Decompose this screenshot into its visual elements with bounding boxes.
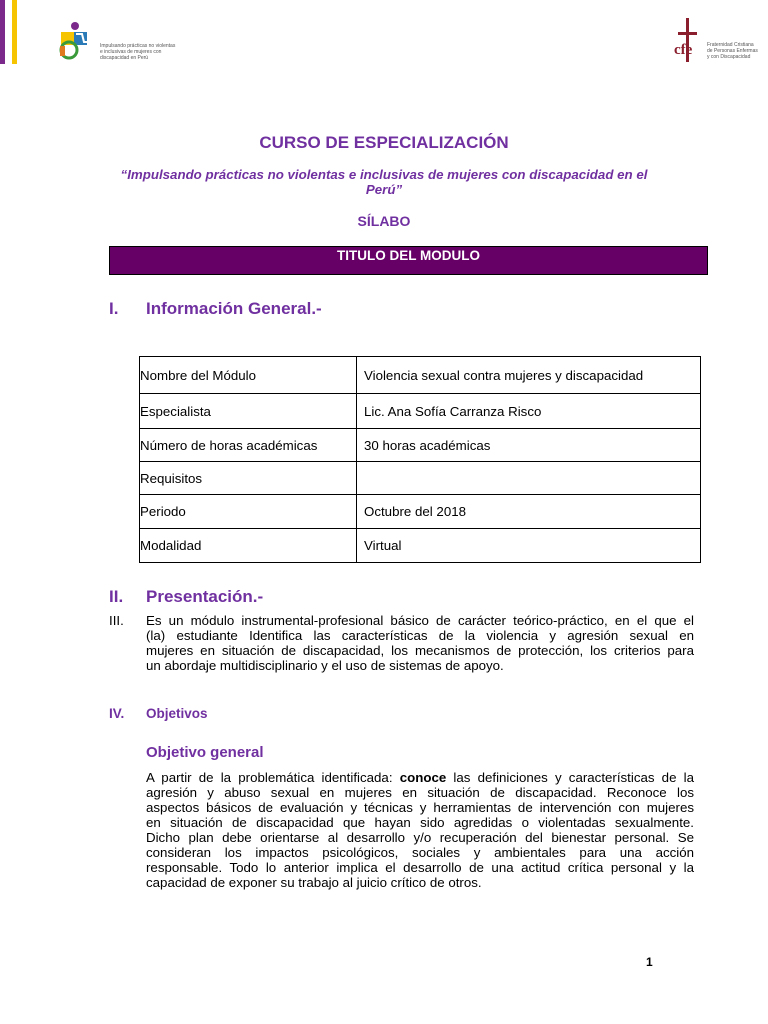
silabo-title: SÍLABO — [357, 213, 411, 229]
fraternidad-logo-mark: cfe — [674, 42, 693, 58]
presentation-paragraph — [146, 613, 694, 673]
table-value: Violencia sexual contra mujeres y discapacidad — [357, 357, 701, 394]
fraternidad-logo-text: Fraternidad Cristiana de Personas Enfermas y con Discapacidad — [707, 42, 758, 60]
table-row — [140, 429, 701, 462]
left-stripe-yellow — [12, 0, 17, 64]
table-label: Modalidad — [140, 529, 357, 563]
table-value: Octubre del 2018 — [357, 495, 701, 529]
table-value: 30 horas académicas — [357, 429, 701, 462]
table-label: Periodo — [140, 495, 357, 529]
table-value: Virtual — [357, 529, 701, 563]
general-objective-paragraph — [146, 770, 694, 890]
left-stripe-purple — [0, 0, 5, 64]
objective-line: capacidad de exponer su trabajo al juicio crítico de otros. — [146, 875, 482, 890]
presentation-line: Es un módulo instrumental-profesional básico de carácter teórico-práctico, en el que el — [146, 613, 694, 628]
table-row — [140, 357, 701, 394]
table-value — [357, 462, 701, 495]
objective-line: Dicho plan debe orientarse al desarrollo y/o recuperación del bienestar personal. Se — [146, 830, 694, 845]
presentation-line: un abordaje multidisciplinario y el uso de sistemas de apoyo. — [146, 658, 504, 673]
objective-line: aspectos básicos de evaluación y técnicas y herramientas de intervención con mujeres — [146, 800, 694, 815]
objective-bold-verb: conoce — [399, 770, 447, 785]
section-1-number: I. — [109, 299, 119, 318]
table-label: Requisitos — [140, 462, 357, 495]
course-subtitle-line1: “Impulsando prácticas no violentas e inclusivas de mujeres con discapacidad en el — [120, 167, 648, 182]
section-4-number: IV. — [109, 706, 125, 721]
section-1-title: Información General.- — [146, 299, 322, 318]
table-label: Nombre del Módulo — [140, 357, 357, 394]
objective-line — [146, 770, 694, 785]
course-subtitle-line2: Perú” — [365, 182, 403, 197]
objective-suffix: las definiciones y características de la — [446, 770, 694, 785]
objective-line: responsable. Todo lo anterior implica el desarrollo de una actitud crítica personal y la — [146, 860, 694, 875]
project-logo-text: Impulsando prácticas no violentas e inclusivas de mujeres con discapacidad en Perú — [100, 43, 176, 61]
table-row — [140, 529, 701, 563]
table-row — [140, 394, 701, 429]
presentation-line: (la) estudiante Identifica las características de la violencia y agresión sexual en — [146, 628, 694, 643]
presentation-line: mujeres en situación de discapacidad, los mecanismos de protección, los criterios para — [146, 643, 694, 658]
fraternidad-logo-icon — [672, 18, 702, 62]
module-title-banner — [109, 246, 708, 275]
general-info-table — [139, 356, 701, 563]
section-4-title: Objetivos — [146, 706, 208, 721]
objective-line: agresión y abuso sexual en mujeres en situación de discapacidad. Reconoce los — [146, 785, 694, 800]
table-label: Especialista — [140, 394, 357, 429]
page-number: 1 — [646, 955, 653, 969]
table-row — [140, 462, 701, 495]
project-logo-icon — [58, 20, 98, 62]
objective-prefix: A partir de la problemática identificada: — [146, 770, 400, 785]
table-label: Número de horas académicas — [140, 429, 357, 462]
module-title-text: TITULO DEL MODULO — [337, 248, 480, 263]
general-objective-title: Objetivo general — [146, 744, 264, 761]
course-title: CURSO DE ESPECIALIZACIÓN — [259, 133, 509, 152]
section-2-title: Presentación.- — [146, 587, 264, 606]
objective-line: consideran los impactos psicológicos, sociales y ambientales para una acción — [146, 845, 694, 860]
section-2-number: II. — [109, 587, 124, 606]
section-3-number: III. — [109, 613, 124, 628]
table-value: Lic. Ana Sofía Carranza Risco — [357, 394, 701, 429]
table-row — [140, 495, 701, 529]
objective-line: en situación de discapacidad que hayan sido agredidas o violentadas sexualmente. — [146, 815, 694, 830]
